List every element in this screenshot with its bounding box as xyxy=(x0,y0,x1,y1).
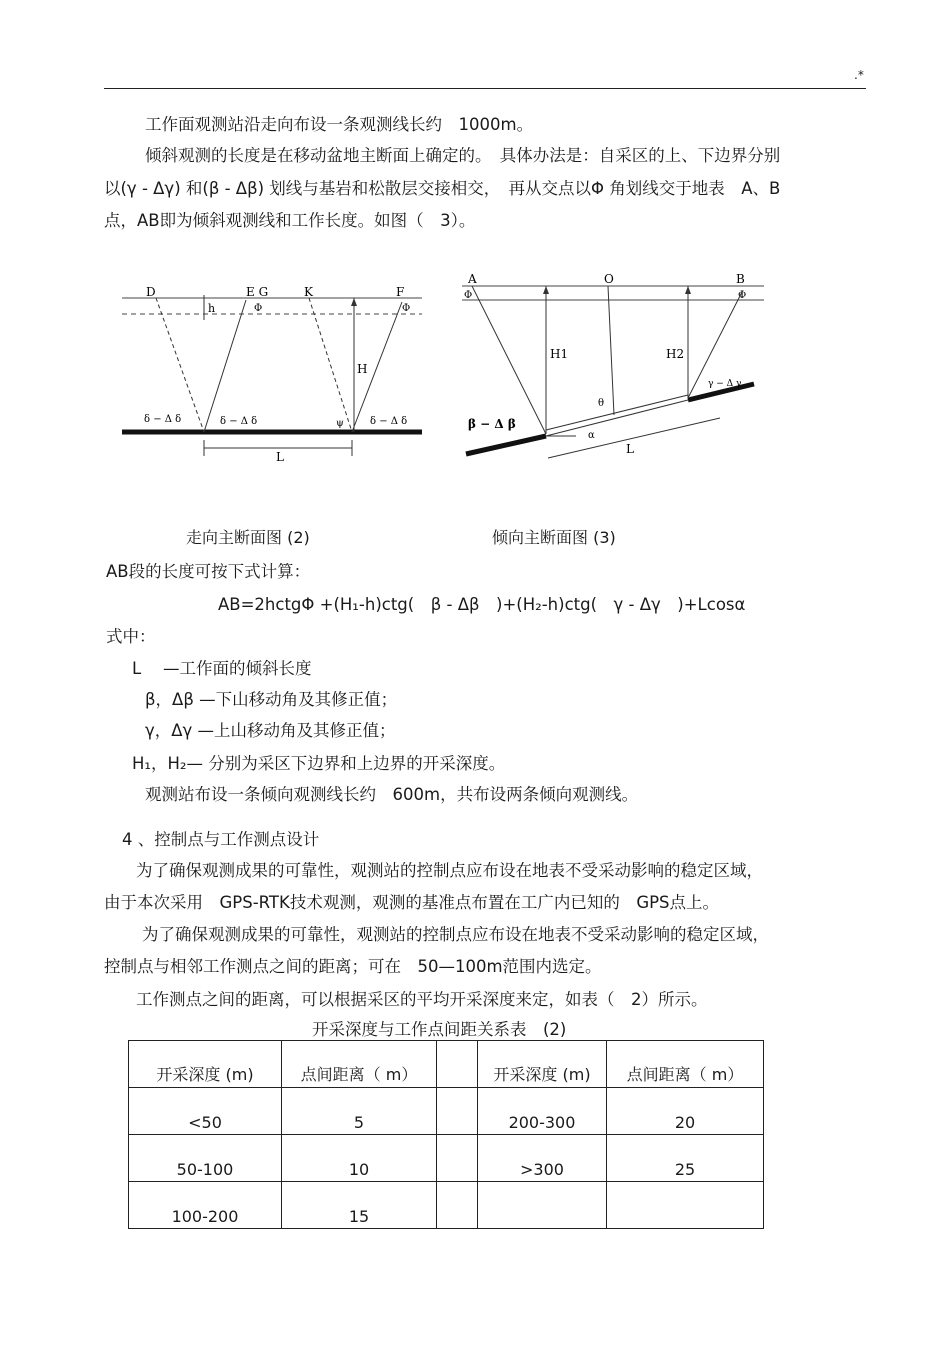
paragraph-3: 以(γ - Δγ) 和(β - Δβ) 划线与基岩和松散层交接相交， 再从交点以Φ 角划线交于地表 A、B xyxy=(104,179,781,198)
section-paragraph-2: 由于本次采用 GPS-RTK技术观测，观测的基准点布置在工广内已知的 GPS点上。 xyxy=(104,893,720,912)
label-F: F xyxy=(396,285,405,299)
table-row xyxy=(129,1182,764,1229)
label-phi-left: Φ xyxy=(254,303,263,314)
definition-gamma: γ，Δγ —上山移动角及其修正值； xyxy=(145,721,396,740)
section-paragraph-3: 为了确保观测成果的可靠性，观测站的控制点应布设在地表不受采动影响的稳定区域， xyxy=(142,925,769,944)
table-cell xyxy=(478,1182,607,1229)
table-header-cell xyxy=(437,1041,478,1088)
caption-dip: 倾向主断面图 (3) xyxy=(492,528,616,547)
label-H1: H1 xyxy=(550,347,569,361)
table-cell: 10 xyxy=(282,1135,437,1182)
definition-beta: β，Δβ —下山移动角及其修正值； xyxy=(145,690,398,709)
table-cell: 20 xyxy=(607,1088,764,1135)
definition-L: L —工作面的倾斜长度 xyxy=(132,659,312,678)
label-H: H xyxy=(357,362,368,376)
table-cell xyxy=(437,1135,478,1182)
table-title: 开采深度与工作点间距关系表 (2) xyxy=(312,1020,567,1039)
label-EG: E G xyxy=(246,285,269,299)
label-h: h xyxy=(208,302,216,315)
table-header-cell: 开采深度 (m) xyxy=(129,1041,282,1088)
header-rule xyxy=(104,88,866,89)
table-cell xyxy=(437,1088,478,1135)
table-cell: 100-200 xyxy=(129,1182,282,1229)
table-cell: 25 xyxy=(607,1135,764,1182)
caption-strike: 走向主断面图 (2) xyxy=(186,528,310,547)
strike-section-figure xyxy=(104,268,432,472)
label-delta-2: δ − Δ δ xyxy=(220,416,258,427)
section-paragraph-1: 为了确保观测成果的可靠性，观测站的控制点应布设在地表不受采动影响的稳定区域， xyxy=(136,861,763,880)
label-H2: H2 xyxy=(666,347,685,361)
label-D: D xyxy=(146,285,156,299)
dip-section-figure xyxy=(458,268,770,472)
label-L-right: L xyxy=(626,442,634,456)
table-cell xyxy=(607,1182,764,1229)
label-A: A xyxy=(468,272,477,286)
paragraph-1: 工作面观测站沿走向布设一条观测线长约 1000m。 xyxy=(145,115,534,134)
table-cell: 5 xyxy=(282,1088,437,1135)
table-header-cell: 开采深度 (m) xyxy=(478,1041,607,1088)
label-delta-3: δ − Δ δ xyxy=(370,416,408,427)
label-gamma: γ − Δ γ xyxy=(708,379,742,389)
definition-H: H₁，H₂— 分别为采区下边界和上边界的开采深度。 xyxy=(132,754,506,773)
label-alpha: α xyxy=(588,430,595,441)
section-title: 4 、控制点与工作测点设计 xyxy=(122,830,320,849)
label-O: O xyxy=(604,272,614,286)
paragraph-2: 倾斜观测的长度是在移动盆地主断面上确定的。 具体办法是：自采区的上、下边界分别 xyxy=(145,146,781,165)
label-theta: θ xyxy=(598,398,605,409)
label-beta: β − Δ β xyxy=(468,417,516,431)
formula: AB=2hctgΦ +(H₁-h)ctg( β - Δβ )+(H₂-h)ctg( γ - Δγ )+Lcosα xyxy=(218,595,746,614)
table-row xyxy=(129,1135,764,1182)
label-psi: ψ xyxy=(336,418,344,429)
where-label: 式中： xyxy=(106,627,156,646)
label-phi-B: Φ xyxy=(738,290,747,301)
depth-spacing-table xyxy=(128,1040,764,1229)
table-cell xyxy=(437,1182,478,1229)
label-B: B xyxy=(736,272,745,286)
table-header-row xyxy=(129,1041,764,1088)
table-cell: >300 xyxy=(478,1135,607,1182)
label-phi-right: Φ xyxy=(402,303,411,314)
table-header-cell: 点间距离（ m） xyxy=(607,1041,764,1088)
table-cell: 15 xyxy=(282,1182,437,1229)
section-paragraph-5: 工作测点之间的距离，可以根据采区的平均开采深度来定，如表（ 2）所示。 xyxy=(136,990,708,1009)
section-paragraph-4: 控制点与相邻工作测点之间的距离；可在 50—100m范围内选定。 xyxy=(104,957,602,976)
table-row xyxy=(129,1088,764,1135)
header-mark: .* xyxy=(854,68,864,82)
table-cell: 50-100 xyxy=(129,1135,282,1182)
table-cell: 200-300 xyxy=(478,1088,607,1135)
label-K: K xyxy=(304,285,313,299)
formula-intro: AB段的长度可按下式计算： xyxy=(106,562,311,581)
paragraph-dip-line: 观测站布设一条倾向观测线长约 600m，共布设两条倾向观测线。 xyxy=(145,785,639,804)
table-cell: <50 xyxy=(129,1088,282,1135)
label-phi-A: Φ xyxy=(464,290,473,301)
table-header-cell: 点间距离（ m） xyxy=(282,1041,437,1088)
label-L-left: L xyxy=(276,450,284,464)
paragraph-4: 点，AB即为倾斜观测线和工作长度。如图（ 3）。 xyxy=(104,211,476,230)
label-delta-1: δ − Δ δ xyxy=(144,414,182,425)
